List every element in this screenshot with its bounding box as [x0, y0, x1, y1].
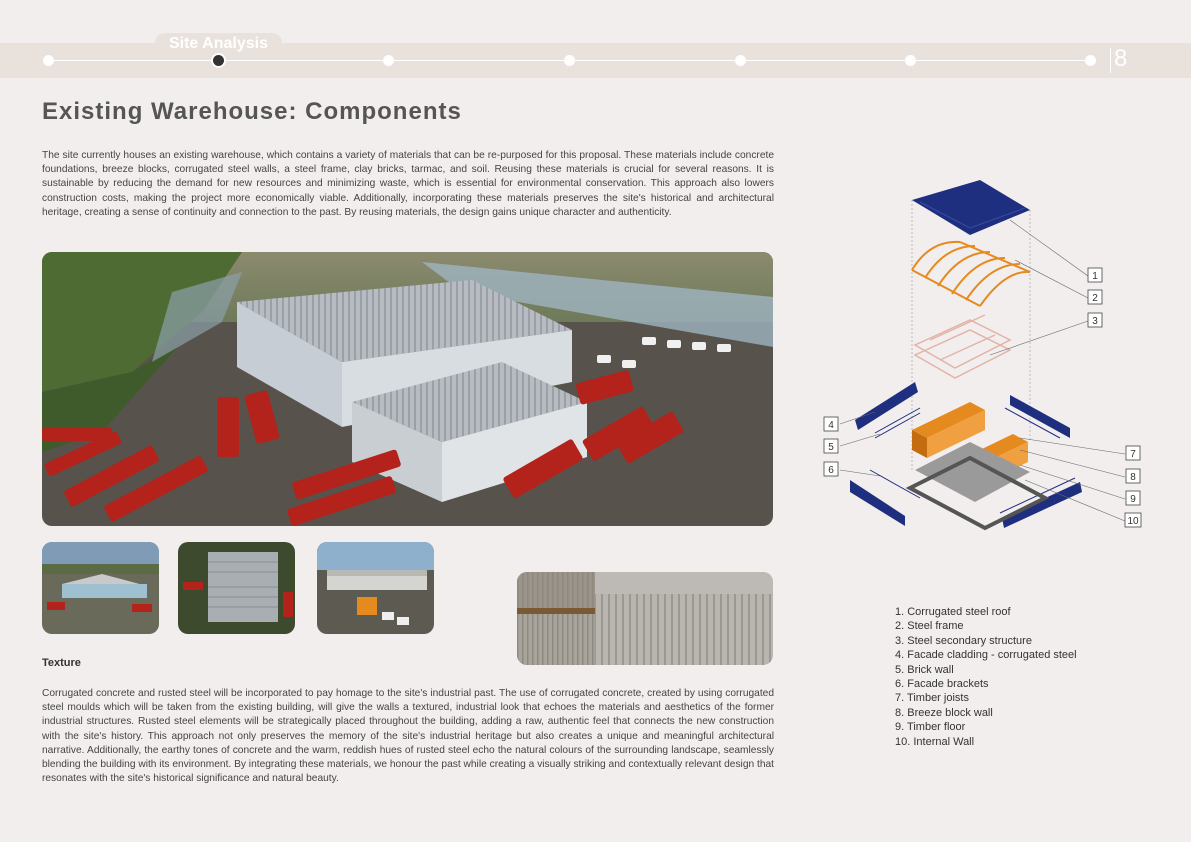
callout-1: 1 — [1092, 271, 1098, 282]
nav-step-4[interactable] — [564, 55, 575, 66]
page-separator — [1110, 48, 1111, 73]
texture-material-photo — [517, 572, 773, 665]
callout-3: 3 — [1092, 316, 1098, 327]
nav-step-5[interactable] — [735, 55, 746, 66]
legend-item: 2. Steel frame — [895, 620, 964, 633]
legend-item: 7. Timber joists — [895, 692, 969, 705]
callout-5: 5 — [828, 442, 834, 453]
nav-step-2[interactable] — [213, 55, 224, 66]
nav-step-1[interactable] — [43, 55, 54, 66]
legend-item: 3. Steel secondary structure — [895, 634, 1032, 647]
warehouse-thumbnail-3 — [317, 542, 434, 634]
texture-paragraph: Corrugated concrete and rusted steel will be incorporated to pay homage to the site's industrial past. The use of corrugated concrete, created by using corrugated steel moulds which will be taken from the existing building, will give the walls a textured, industrial look that echoes the materials and aesthetics of the former industrial structures. Rusted steel elements will be strategically placed throughout the building, adding a raw, authentic feel that connects the new construction with the site's history. This approach not only preserves the memory of the site's industrial heritage but also creates a unique and meaningful architectural narrative. Additionally, the earthy tones of concrete and the warm, reddish hues of rusted steel echo the natural colours of the surrounding landscape, seamlessly blending the building with its environment. By integrating these materials, we honour the past while creating a visually striking and contextually relevant design that resonates with the site's historical significance and natural beauty. — [42, 688, 774, 785]
callout-10: 10 — [1127, 516, 1139, 527]
warehouse-thumbnail-1 — [42, 542, 159, 634]
nav-step-3[interactable] — [383, 55, 394, 66]
callout-6: 6 — [828, 465, 834, 476]
callout-8: 8 — [1130, 472, 1136, 483]
intro-paragraph: The site currently houses an existing warehouse, which contains a variety of materials that can be re-purposed for this proposal. These materials include concrete foundations, breeze blocks, corrugated steel walls, a steel frame, clay bricks, tarmac, and soil. Reusing these materials is crucial for several reasons. It is sustainable by reducing the demand for new resources and minimizing waste, which is essential for environmental conservation. This approach also lowers construction costs, making the project more economically viable. Additionally, incorporating these materials preserves the site's historical and architectural heritage, creating a sense of continuity and connection to the past. By reusing materials, the design gains unique character and authenticity. — [42, 150, 774, 218]
section-tab[interactable]: Site Analysis — [155, 33, 282, 55]
legend-item: 5. Brick wall — [895, 663, 954, 676]
callout-7: 7 — [1130, 449, 1136, 460]
page-title: Existing Warehouse: Components — [42, 98, 462, 125]
component-legend — [895, 605, 1077, 749]
legend-item: 9. Timber floor — [895, 721, 966, 734]
legend-item: 6. Facade brackets — [895, 678, 989, 691]
callout-2: 2 — [1092, 293, 1098, 304]
warehouse-thumbnail-2 — [178, 542, 295, 634]
legend-item: 1. Corrugated steel roof — [895, 606, 1011, 618]
nav-step-7[interactable] — [1085, 55, 1096, 66]
legend-item: 10. Internal Wall — [895, 735, 975, 748]
legend-item: 8. Breeze block wall — [895, 706, 993, 719]
texture-heading: Texture — [42, 657, 81, 669]
page-number: 8 — [1114, 45, 1128, 72]
warehouse-aerial-photo — [42, 252, 773, 526]
callout-4: 4 — [828, 420, 834, 431]
exploded-axonometric-diagram — [820, 180, 1150, 540]
legend-item: 4. Facade cladding - corrugated steel — [895, 649, 1077, 662]
callout-9: 9 — [1130, 494, 1136, 505]
nav-step-6[interactable] — [905, 55, 916, 66]
